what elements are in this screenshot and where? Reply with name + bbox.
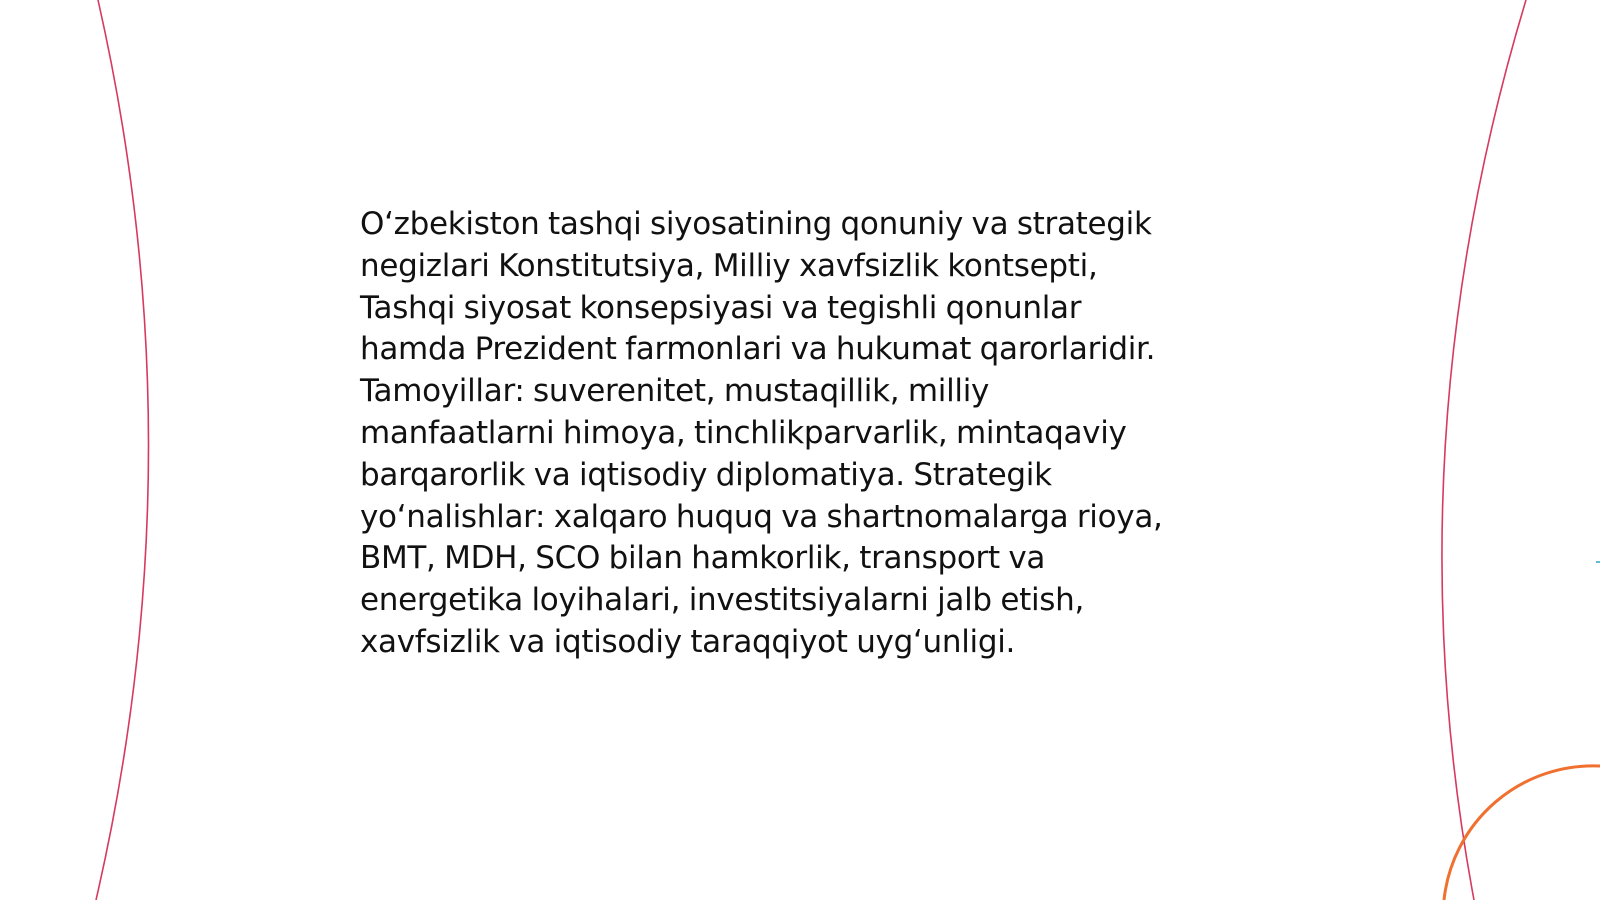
- paragraph-line: manfaatlarni himoya, tinchlikparvarlik, mintaqaviy: [360, 414, 1127, 451]
- orange-arc: [1444, 766, 1600, 900]
- paragraph-line: xavfsizlik va iqtisodiy taraqqiyot uyg‘unligi.: [360, 623, 1016, 660]
- paragraph-line: Tashqi siyosat konsepsiyasi va tegishli qonunlar: [360, 289, 1082, 326]
- paragraph-line: barqarorlik va iqtisodiy diplomatiya. Strategik: [360, 456, 1052, 493]
- paragraph-line: BMT, MDH, SCO bilan hamkorlik, transport va: [360, 540, 1046, 577]
- paragraph-line: Tamoyillar: suverenitet, mustaqillik, milliy: [360, 373, 990, 410]
- paragraph-line: energetika loyihalari, investitsiyalarni jalb etish,: [360, 582, 1085, 619]
- paragraph-line: yo‘nalishlar: xalqaro huquq va shartnomalarga rioya,: [360, 498, 1163, 535]
- paragraph-line: hamda Prezident farmonlari va hukumat qarorlaridir.: [360, 331, 1156, 368]
- body-paragraph: [360, 204, 1240, 664]
- left-curve-line: [96, 0, 149, 900]
- right-curve-line: [1442, 0, 1526, 900]
- paragraph-line: O‘zbekiston tashqi siyosatining qonuniy va strategik: [360, 206, 1152, 242]
- paragraph-line: negizlari Konstitutsiya, Milliy xavfsizlik kontsepti,: [360, 247, 1098, 284]
